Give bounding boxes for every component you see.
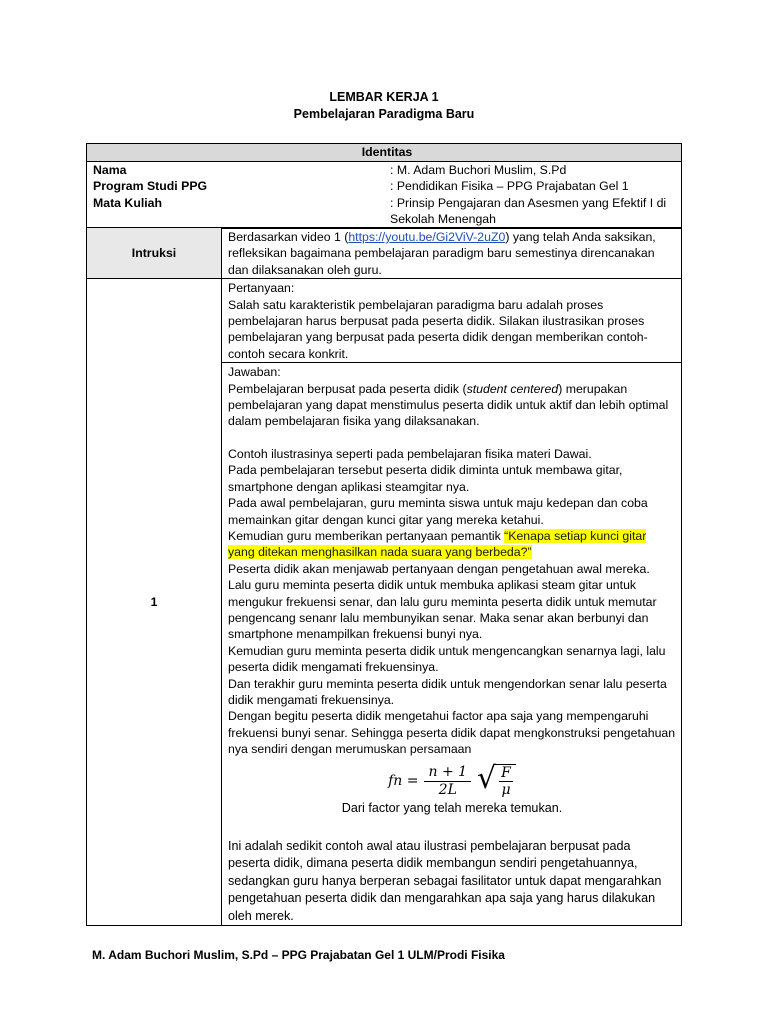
- formula-root-denominator: μ: [501, 782, 511, 798]
- identity-key-program: Program Studi PPG: [93, 179, 208, 193]
- formula-denominator: 2L: [438, 781, 457, 798]
- page-footer: M. Adam Buchori Muslim, S.Pd – PPG Prajabatan Gel 1 ULM/Prodi Fisika: [92, 948, 505, 962]
- identity-value-program: : Pendidikan Fisika – PPG Prajabatan Gel 1: [390, 179, 629, 193]
- identity-table: [86, 143, 682, 229]
- formula-root-numerator: F: [501, 764, 511, 781]
- answer-paragraph-3: Pada pembelajaran tersebut peserta didik diminta untuk membawa gitar, smartphone dengan aplikasi steamgitar nya.: [228, 463, 623, 494]
- highlighted-question: “Kenapa setiap kunci gitar yang ditekan menghasilkan nada suara yang berbeda?”: [228, 528, 647, 560]
- answer-paragraph-6: Peserta didik akan menjawab pertanyaan dengan pengetahuan awal mereka.: [228, 561, 650, 576]
- answer-label: Jawaban:: [228, 365, 281, 380]
- formula-numerator: n + 1: [424, 764, 471, 781]
- question-cell: [222, 279, 682, 363]
- answer-paragraph-10: Dengan begitu peserta didik mengetahui factor apa saja yang mempengaruhi frekuensi bunyi senar. Sehingga peserta didik dapat mengkonstruksi pengetahuan nya sendiri dengan merumuskan persamaan: [228, 709, 676, 757]
- answer-paragraph-5: Kemudian guru memberikan pertanyaan pemantik “Kenapa setiap kunci gitar yang ditekan menghasilkan nada suara yang berbeda?”: [228, 528, 647, 560]
- document-subtitle: Pembelajaran Paradigma Baru: [293, 107, 475, 121]
- identity-value-name: : M. Adam Buchori Muslim, S.Pd: [390, 162, 567, 177]
- instruction-row: [87, 228, 682, 279]
- formula-lhs: fn =: [388, 772, 419, 789]
- instruction-text-after: ) yang telah Anda saksikan, refleksikan bagaimana pembelajaran paradigm baru semestinya direncanakan dan dilaksanakan oleh guru.: [228, 230, 656, 277]
- question-label: Pertanyaan:: [228, 281, 295, 296]
- formula-square-root: [477, 760, 516, 799]
- answer-paragraph-7: Lalu guru meminta peserta didik untuk membuka aplikasi steam gitar untuk mengukur frekuensi senar, dan lalu guru meminta peserta didik untuk memutar pengencang senanr lalu membunyikan senar. Maka senar akan berbunyi dan smartphone menampilkan frekuensi bunyi nya.: [228, 578, 657, 642]
- identity-heading: Identitas: [87, 144, 682, 162]
- radical-sign-icon: √: [477, 760, 497, 796]
- video-link[interactable]: https://youtu.be/Gi2ViV-2uZ0: [348, 230, 506, 244]
- answer-paragraph-12: Ini adalah sedikit contoh awal atau ilustrasi pembelajaran berpusat pada peserta didik, dimana peserta didik membangun sendiri pengetahuannya, sedangkan guru hanya berperan sebagai fasilitator untuk dapat mengarahkan pengetahuan peserta didik dan mengarahkan apa saja yang harus dilakukan oleh merek.: [228, 838, 662, 923]
- answer-paragraph-8: Kemudian guru meminta peserta didik untuk mengencangkan senarnya lagi, lalu peserta didik mengamati frekuensinya.: [228, 643, 666, 675]
- identity-row: [87, 195, 682, 229]
- worksheet-table: [86, 227, 682, 926]
- instruction-text-before: Berdasarkan video 1 (: [228, 230, 349, 244]
- answer-paragraph-2: Contoh ilustrasinya seperti pada pembelajaran fisika materi Dawai.: [228, 446, 592, 461]
- answer-paragraph-1: Pembelajaran berpusat pada peserta didik (student centered) merupakan pembelajaran yang dapat menstimulus peserta didik untuk aktif dan lebih optimal dalam pembelajaran fisika yang dilaksanakan.: [228, 381, 669, 429]
- item-number: 1: [87, 279, 222, 926]
- question-text: Salah satu karakteristik pembelajaran paradigma baru adalah proses pembelajaran harus berpusat pada peserta didik. Silakan ilustrasikan proses pembelajaran yang berpusat pada peserta didik dengan memberikan contoh-contoh secara konkrit.: [228, 297, 648, 361]
- document-title: LEMBAR KERJA 1: [329, 90, 439, 104]
- answer-paragraph-9: Dan terakhir guru meminta peserta didik untuk mengendorkan senar lalu peserta didik mengamati frekuensinya.: [228, 676, 667, 707]
- instruction-label: Intruksi: [87, 228, 222, 279]
- identity-row: [87, 178, 682, 195]
- identity-key-name: Nama: [93, 162, 127, 177]
- answer-cell: [222, 363, 682, 926]
- formula-fraction: [424, 764, 471, 798]
- question-row: [87, 279, 682, 363]
- identity-key-course: Mata Kuliah: [93, 195, 163, 210]
- answer-paragraph-11: Dari factor yang telah mereka temukan.: [341, 801, 563, 816]
- answer-paragraph-4: Pada awal pembelajaran, guru meminta siswa untuk maju kedepan dan coba memainkan gitar dengan kunci gitar yang mereka ketahui.: [228, 496, 648, 527]
- identity-value-course: : Prinsip Pengajaran dan Asesmen yang Efektif I di Sekolah Menengah: [390, 195, 667, 226]
- string-frequency-formula: [228, 760, 676, 799]
- instruction-text: [222, 228, 682, 279]
- identity-row: [87, 161, 682, 178]
